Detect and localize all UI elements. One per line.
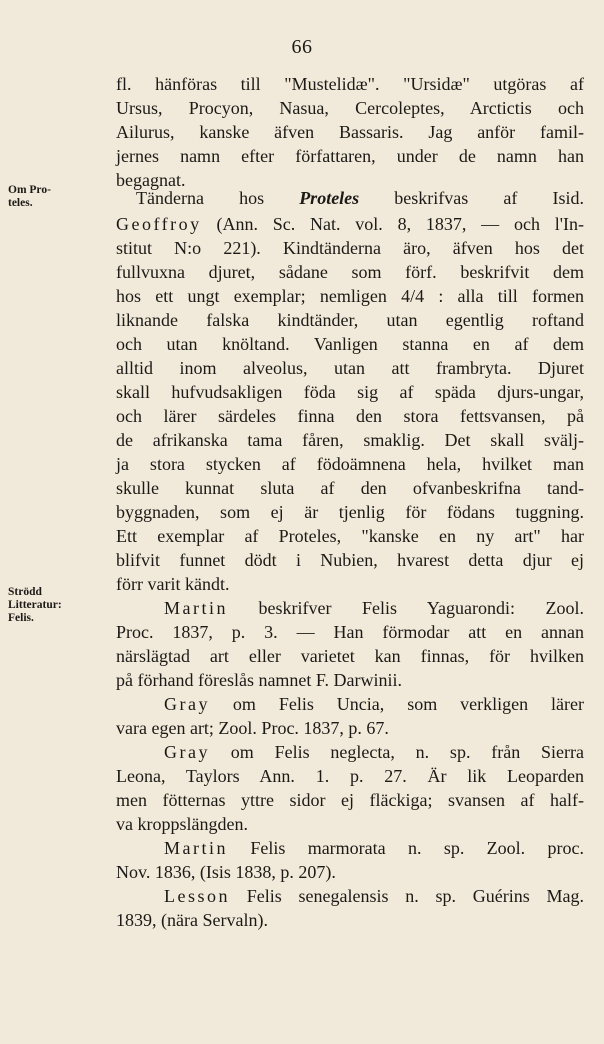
text-line: Ett exemplar af Proteles, "kanske en ny art" har xyxy=(116,526,584,546)
text-run: beskrifvas af Isid. xyxy=(359,188,584,208)
margin-note-line: teles. xyxy=(8,197,33,209)
text-line: och lärer särdeles finna den stora fettsvansen, på xyxy=(116,406,584,426)
text-run: (Ann. Sc. Nat. vol. 8, 1837, — och l'In- xyxy=(201,214,584,234)
text-line xyxy=(164,884,584,908)
margin-note-line: Litteratur: xyxy=(8,599,62,611)
author-name: Martin xyxy=(164,598,228,618)
text-run: om Felis Uncia, som verkligen lärer xyxy=(209,694,584,714)
margin-note-line: Strödd xyxy=(8,586,42,598)
text-line: de afrikanska tama fåren, smaklig. Det skall svälj- xyxy=(116,430,584,450)
text-line: Ailurus, kanske äfven Bassaris. Jag anför famil- xyxy=(116,122,584,142)
page-number: 66 xyxy=(291,36,313,58)
text-line: men fötternas yttre sidor ej fläckiga; svansen af half- xyxy=(116,790,584,810)
text-line: va kroppslängden. xyxy=(116,814,248,834)
text-run: beskrifver Felis Yaguarondi: Zool. xyxy=(228,598,584,618)
text-line: jernes namn efter författaren, under de namn han xyxy=(116,146,584,166)
text-line: fl. hänföras till "Mustelidæ". "Ursidæ" utgöras af xyxy=(116,74,584,94)
text-line: hos ett ungt exemplar; nemligen 4/4 : alla till formen xyxy=(116,286,584,306)
margin-note-proteles xyxy=(8,184,120,210)
text-line: ja stora stycken af födoämnena hela, hvilket man xyxy=(116,454,584,474)
author-name: Geoffroy xyxy=(116,214,202,234)
text-line: Leona, Taylors Ann. 1. p. 27. Är lik Leoparden xyxy=(116,766,584,786)
text-line: alltid inom alveolus, utan att frambryta. Djuret xyxy=(116,358,584,378)
text-line: vara egen art; Zool. Proc. 1837, p. 67. xyxy=(116,718,389,738)
text-line: och utan knöltand. Vanligen stanna en af dem xyxy=(116,334,584,354)
text-line: blifvit funnet dödt i Nubien, hvarest detta djur ej xyxy=(116,550,584,570)
text-line: närslägtad art eller varietet kan finnas, för hvilken xyxy=(116,646,584,666)
text-line: Proc. 1837, p. 3. — Han förmodar att en annan xyxy=(116,622,584,642)
text-line: liknande falska kindtänder, utan egentlig roftand xyxy=(116,310,584,330)
text-line: på förhand föreslås namnet F. Darwinii. xyxy=(116,670,402,690)
genus-name: Proteles xyxy=(299,188,360,208)
text-run: Tänderna hos xyxy=(136,188,300,208)
text-line xyxy=(164,836,584,860)
author-name: Martin xyxy=(164,838,228,858)
author-name: Gray xyxy=(164,694,210,714)
text-line: 1839, (nära Servaln). xyxy=(116,910,268,930)
margin-note-litteratur xyxy=(8,586,120,625)
author-name: Gray xyxy=(164,742,210,762)
text-line: förr varit kändt. xyxy=(116,574,230,594)
margin-note-line: Om Pro- xyxy=(8,184,51,196)
text-run: Felis senegalensis n. sp. Guérins Mag. xyxy=(230,886,584,906)
margin-note-line: Felis. xyxy=(8,612,34,624)
text-line: byggnaden, som ej är tjenlig för födans tuggning. xyxy=(116,502,584,522)
text-line: fullvuxna djuret, sådane som förf. beskrifvit dem xyxy=(116,262,584,282)
text-line: skulle kunnat sluta af den ofvanbeskrifna tand- xyxy=(116,478,584,498)
author-name: Lesson xyxy=(164,886,230,906)
text-line: Ursus, Procyon, Nasua, Cercoleptes, Arctictis och xyxy=(116,98,584,118)
text-line xyxy=(164,596,584,620)
text-line: skall hufvudsakligen föda sig af späda djurs-ungar, xyxy=(116,382,584,402)
text-line xyxy=(164,692,584,716)
text-line: begagnat. xyxy=(116,170,186,190)
text-line: Nov. 1836, (Isis 1838, p. 207). xyxy=(116,862,336,882)
text-line: stitut N:o 221). Kindtänderna äro, äfven hos det xyxy=(116,238,584,258)
text-run: om Felis neglecta, n. sp. från Sierra xyxy=(209,742,584,762)
text-run: Felis marmorata n. sp. Zool. proc. xyxy=(228,838,584,858)
text-line xyxy=(116,212,584,236)
text-line xyxy=(164,740,584,764)
text-line-proteles-heading xyxy=(136,186,584,210)
